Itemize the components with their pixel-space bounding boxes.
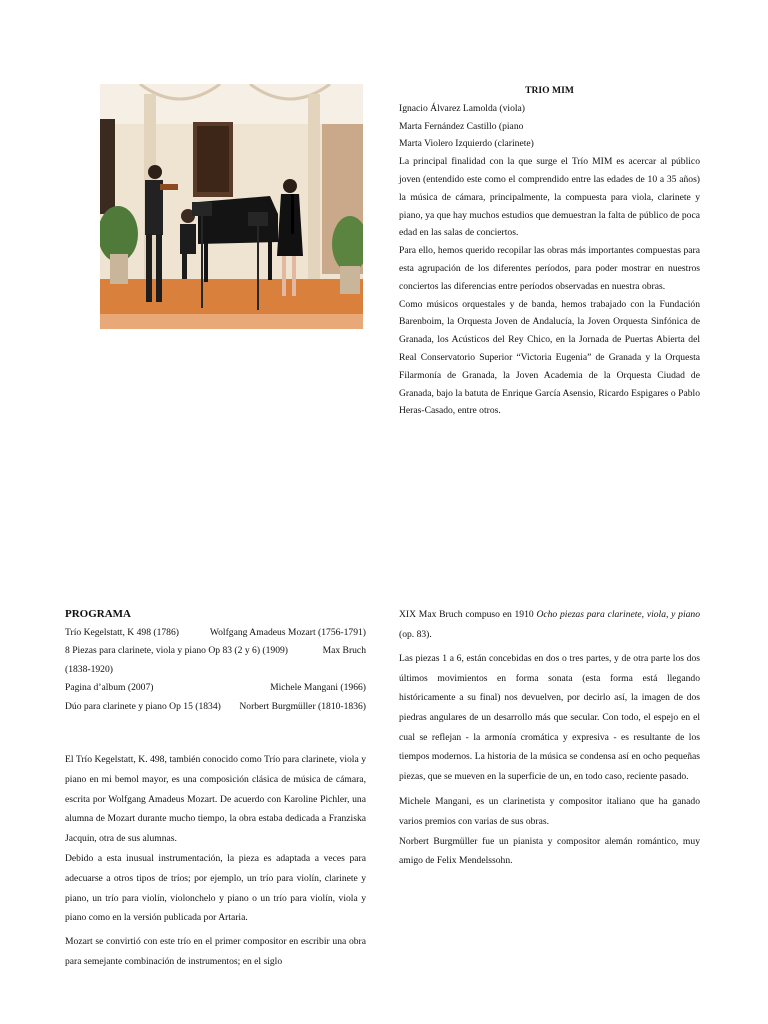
program-work: 8 Piezas para clarinete, viola y piano Op 83 (2 y 6) (1909) [65, 645, 288, 657]
photo-illustration [100, 84, 363, 329]
bruch-work-title: Ocho piezas para clarinete, viola, y piano [536, 609, 701, 620]
program-work: Trío Kegelstatt, K 498 (1786) [65, 627, 179, 638]
program-work: Dúo para clarinete y piano Op 15 (1834) [65, 700, 221, 712]
essay-left [65, 750, 366, 972]
trio-paragraph: La principal finalidad con la que surge el Trío MIM es acercar al público joven (entendido este como el comprendido entre las edades de 10 a 35 años) la música de cámara, principalmente, la compuesta para viola, clarinete y piano, ya que hay muchos estudios que demuestran la falta de público de poca edad en las salas de conciertos. [399, 156, 700, 239]
program-work: Pagina d’album (2007) [65, 682, 154, 694]
program-item [65, 679, 366, 697]
essay-paragraph: Las piezas 1 a 6, están concebidas en dos o tres partes, y de otra parte los dos últimos movimientos en forma sonata (esta forma está llegando históricamente a su final) nos devuelven, por decirlo así, la imagen de dos piedras angulares de un desarrollo más que secular. Con todo, el espejo en el cual se reflejan - la armonía cromática y expresiva - es resultante de los tiempos modernos. La historia de la música se condensa así en ocho pequeñas piezas, que se mueven en la superficie de un, en todo caso, reciente pasado. [399, 653, 700, 782]
trio-section [399, 82, 700, 420]
program-item [65, 698, 366, 716]
essay-paragraph: El Trío Kegelstatt, K. 498, también conocido como Trío para clarinete, viola y piano en mi bemol mayor, es una composición clásica de música de cámara, escrita por Wolfgang Amadeus Mozart. De acuerdo con Karoline Pichler, una alumna de Mozart durante mucho tiempo, la obra estaba dedicada a Franziska Jacquin, otra de sus alumnas. [65, 754, 366, 845]
bruch-opus: (op. 83). [399, 628, 432, 640]
program-composer: Wolfgang Amadeus Mozart (1756-1791) [209, 627, 366, 638]
trio-paragraph: Para ello, hemos querido recopilar las obras más importantes compuestas para esta agrupación de los diferentes períodos, para poder mostrar en nuestros conciertos las diferencias entre períodos observadas en nuestra obras. [399, 245, 700, 292]
trio-paragraph: Como músicos orquestales y de banda, hemos trabajado con la Fundación Barenboim, la Orquesta Joven de Andalucía, la Joven Orquesta Sinfónica de Granada, los Acústicos del Rey Chico, en la Jornada de Puertas Abierta del Real Conservatorio Superior “Victoria Eugenia” de Granada y la Orquesta Filarmonía de Granada, la Joven Academia de la Orquesta Ciudad de Granada, bajo la batuta de Enrique García Asensio, Ricardo Espigares o Pablo Heras-Casado, entre otros. [399, 298, 700, 417]
member-line: Ignacio Álvarez Lamolda (viola) [399, 102, 525, 114]
essay-paragraph: Michele Mangani, es un clarinetista y compositor italiano que ha ganado varios premios con varias de sus obras. [399, 796, 700, 827]
trio-title: TRIO MIM [525, 85, 574, 96]
program-composer: Norbert Burgmüller (1810-1836) [239, 700, 366, 712]
program-item [65, 624, 366, 642]
bruch-text: XIX Max Bruch compuso en 1910 [399, 609, 537, 620]
essay-paragraph: Mozart se convirtió con este trío en el primer compositor en escribir una obra para semejante combinación de instrumentos; en el siglo [65, 936, 366, 967]
program-composer: Max Bruch [322, 645, 366, 657]
programa-section [65, 606, 366, 716]
program-item [65, 642, 366, 660]
essay-paragraph: Debido a esta inusual instrumentación, la pieza es adaptada a veces para adecuarse a otros tipos de tríos; por ejemplo, un trío para violín, clarinete y piano, un trío para violín, violonchelo y piano o un trío para violín, viola y piano como en la versión publicada por Artaria. [65, 852, 366, 924]
essay-right [399, 605, 700, 871]
member-line: Marta Violero Izquierdo (clarinete) [399, 138, 534, 150]
essay-paragraph [399, 605, 700, 644]
trio-photo [100, 84, 363, 329]
programa-heading: PROGRAMA [65, 608, 131, 620]
program-years: (1838-1920) [65, 663, 113, 675]
member-line: Marta Fernández Castillo (piano [399, 120, 524, 132]
program-composer: Michele Mangani (1966) [270, 682, 366, 694]
essay-paragraph: Norbert Burgmüller fue un pianista y compositor alemán romántico, muy amigo de Felix Mendelssohn. [399, 835, 700, 867]
